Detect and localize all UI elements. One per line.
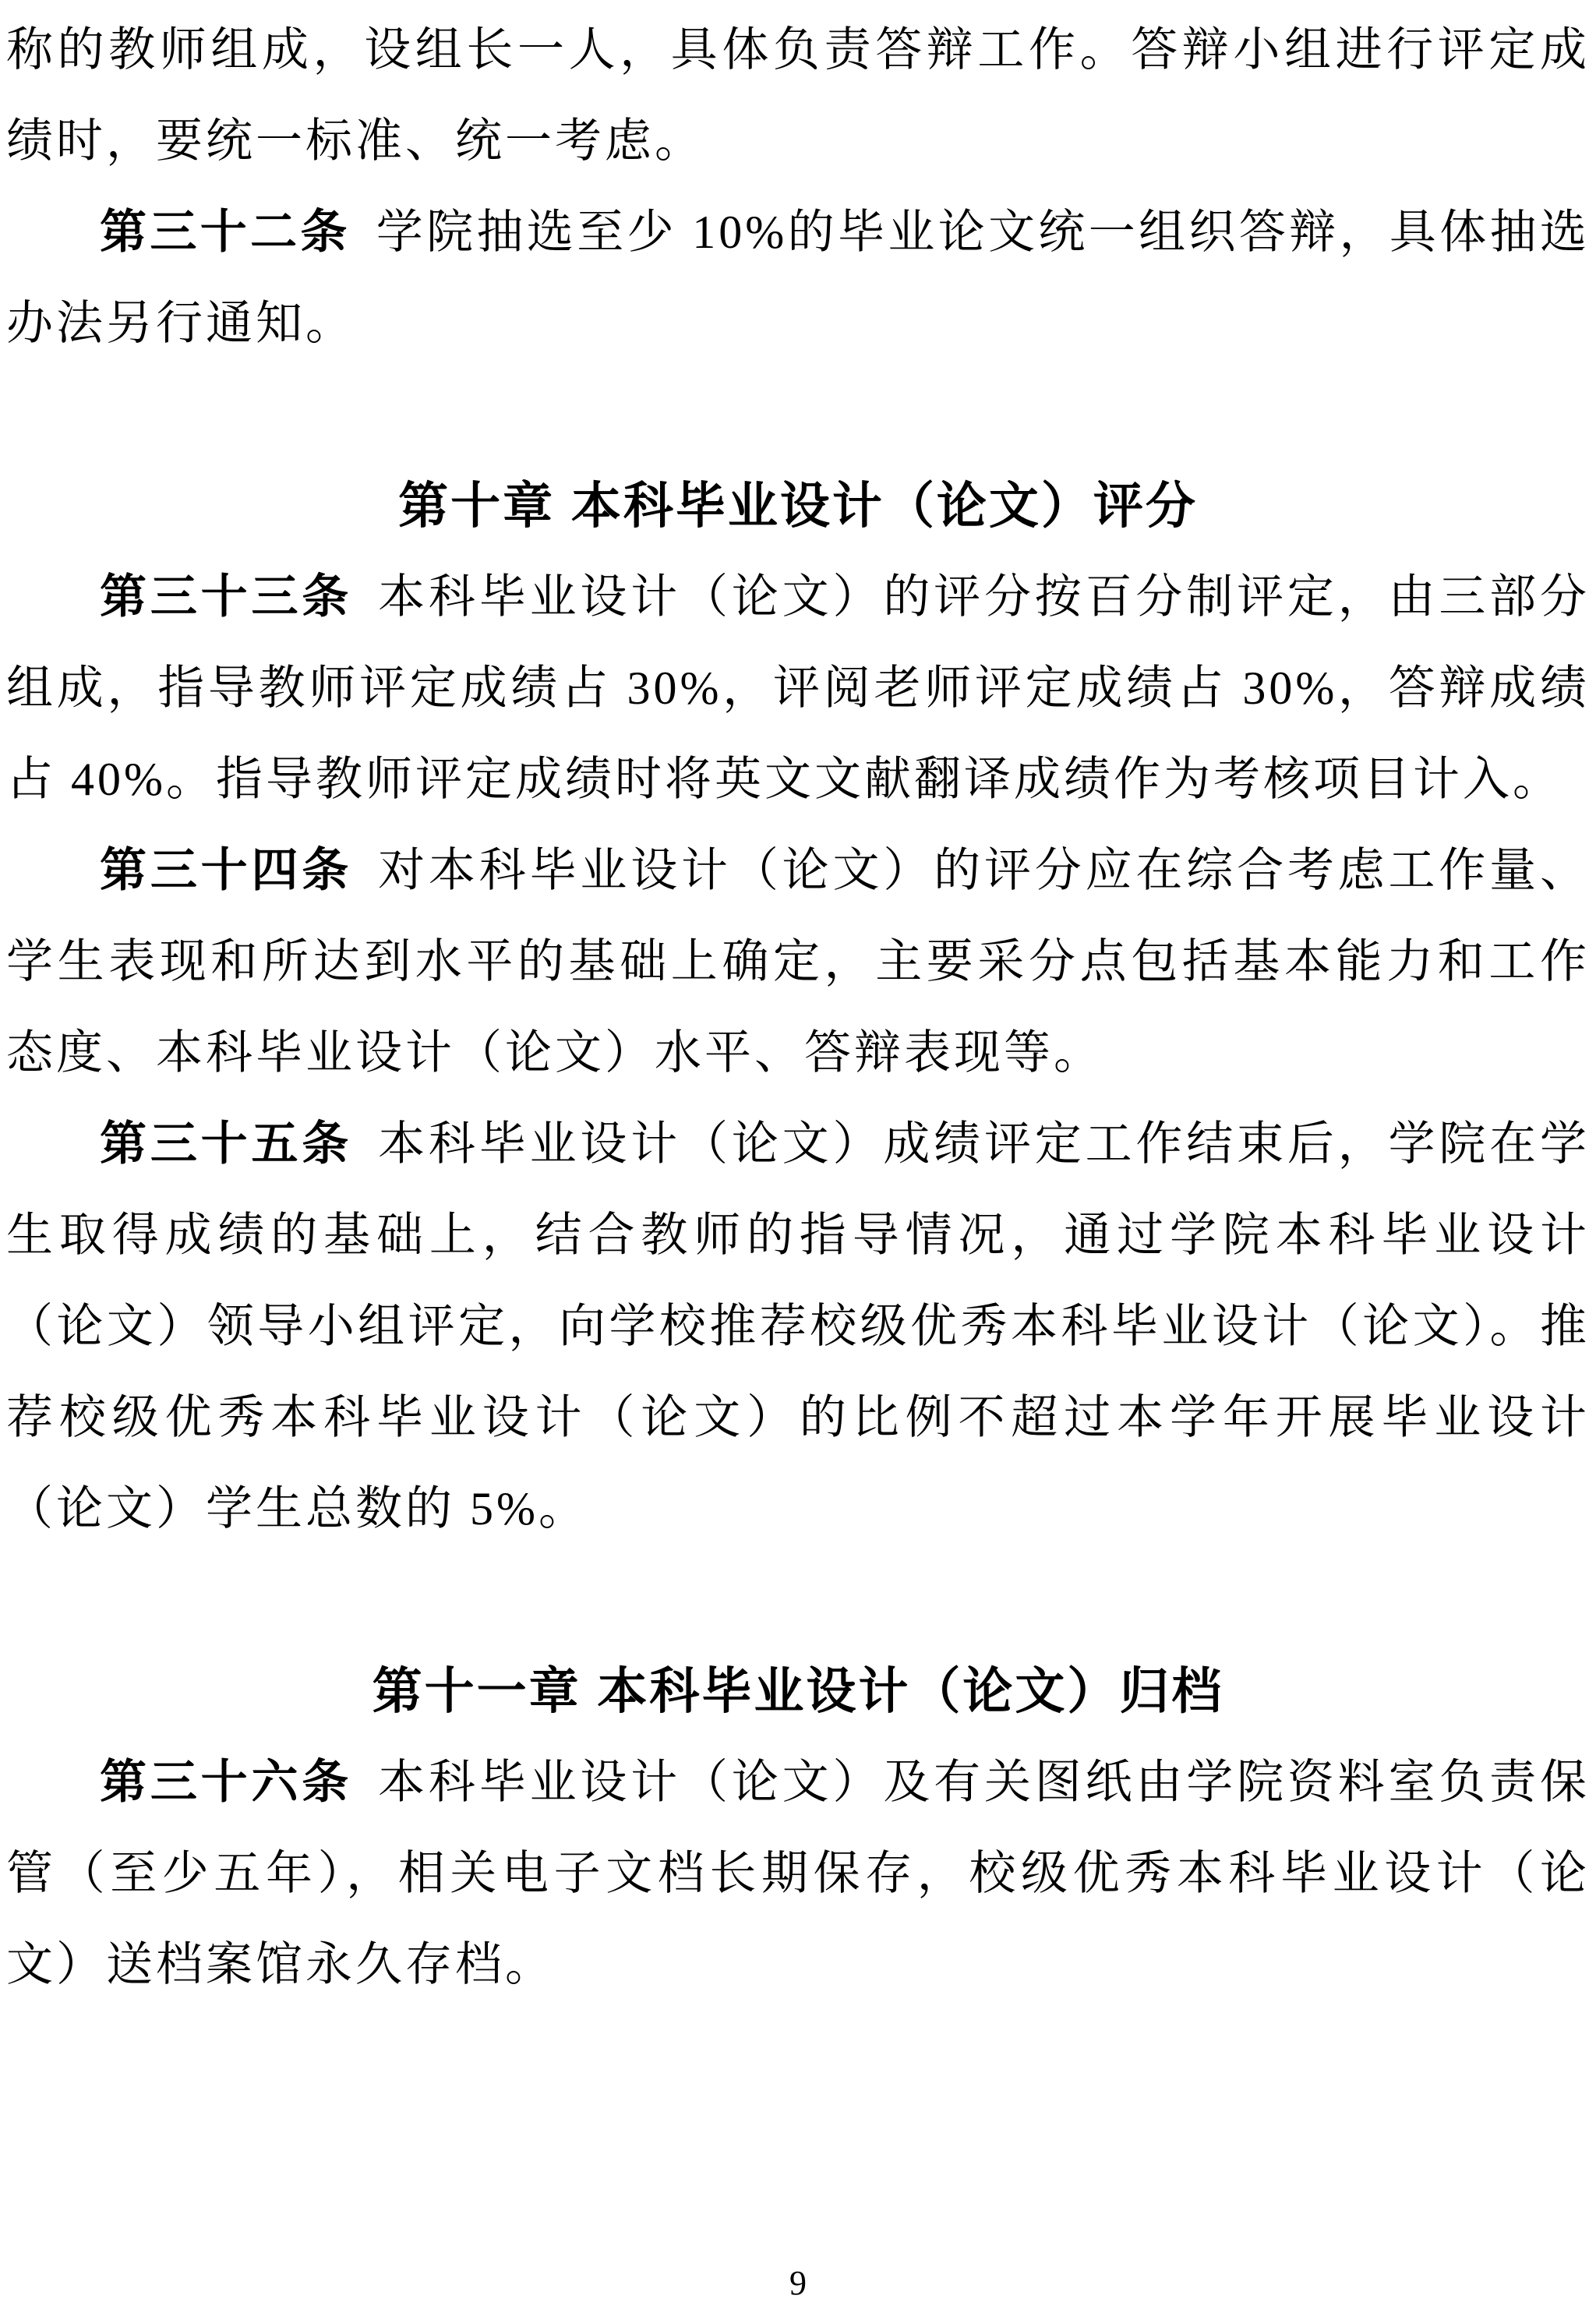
paragraph-text: 学院抽选至少 10%的毕业论文统一组织答辩，具体抽选办法另行通知。 [6,207,1591,349]
article-number-label: 第三十三条 [100,571,353,623]
article-number-label: 第三十二条 [100,207,351,258]
paragraph-article-35 [6,1099,1590,1555]
article-number-label: 第三十六条 [100,1757,353,1808]
paragraph-continuation [6,5,1590,187]
paragraph-article-33 [6,552,1590,825]
chapter-heading-10: 第十章 本科毕业设计（论文）评分 [398,478,1198,534]
article-number-label: 第三十四条 [100,845,353,896]
article-number-label: 第三十五条 [100,1118,353,1170]
paragraph-text: 对本科毕业设计（论文）的评分应在综合考虑工作量、学生表现和所达到水平的基础上确定，主要采分点包括基本能力和工作态度、本科毕业设计（论文）水平、答辩表现等。 [6,845,1591,1079]
paragraph-article-34 [6,825,1590,1099]
paragraph-text: 本科毕业设计（论文）的评分按百分制评定，由三部分组成，指导教师评定成绩占 30%，评阅老师评定成绩占 30%，答辩成绩占 40%。指导教师评定成绩时将英文文献翻译成绩作为考核项目计入。 [6,571,1591,805]
paragraph-article-32 [6,187,1590,369]
chapter-heading-11: 第十一章 本科毕业设计（论文）归档 [372,1663,1224,1719]
page-number: 9 [789,2263,807,2302]
paragraph-text: 本科毕业设计（论文）及有关图纸由学院资料室负责保管（至少五年），相关电子文档长期保存，校级优秀本科毕业设计（论文）送档案馆永久存档。 [6,1757,1591,1990]
paragraph-article-36 [6,1737,1590,2011]
paragraph-text: 本科毕业设计（论文）成绩评定工作结束后，学院在学生取得成绩的基础上，结合教师的指导情况，通过学院本科毕业设计（论文）领导小组评定，向学校推荐校级优秀本科毕业设计（论文）。推荐校级优秀本科毕业设计（论文）的比例不超过本学年开展毕业设计（论文）学生总数的 5%。 [6,1118,1591,1534]
paragraph-text: 称的教师组成，设组长一人，具体负责答辩工作。答辩小组进行评定成绩时，要统一标准、统一考虑。 [6,24,1590,167]
